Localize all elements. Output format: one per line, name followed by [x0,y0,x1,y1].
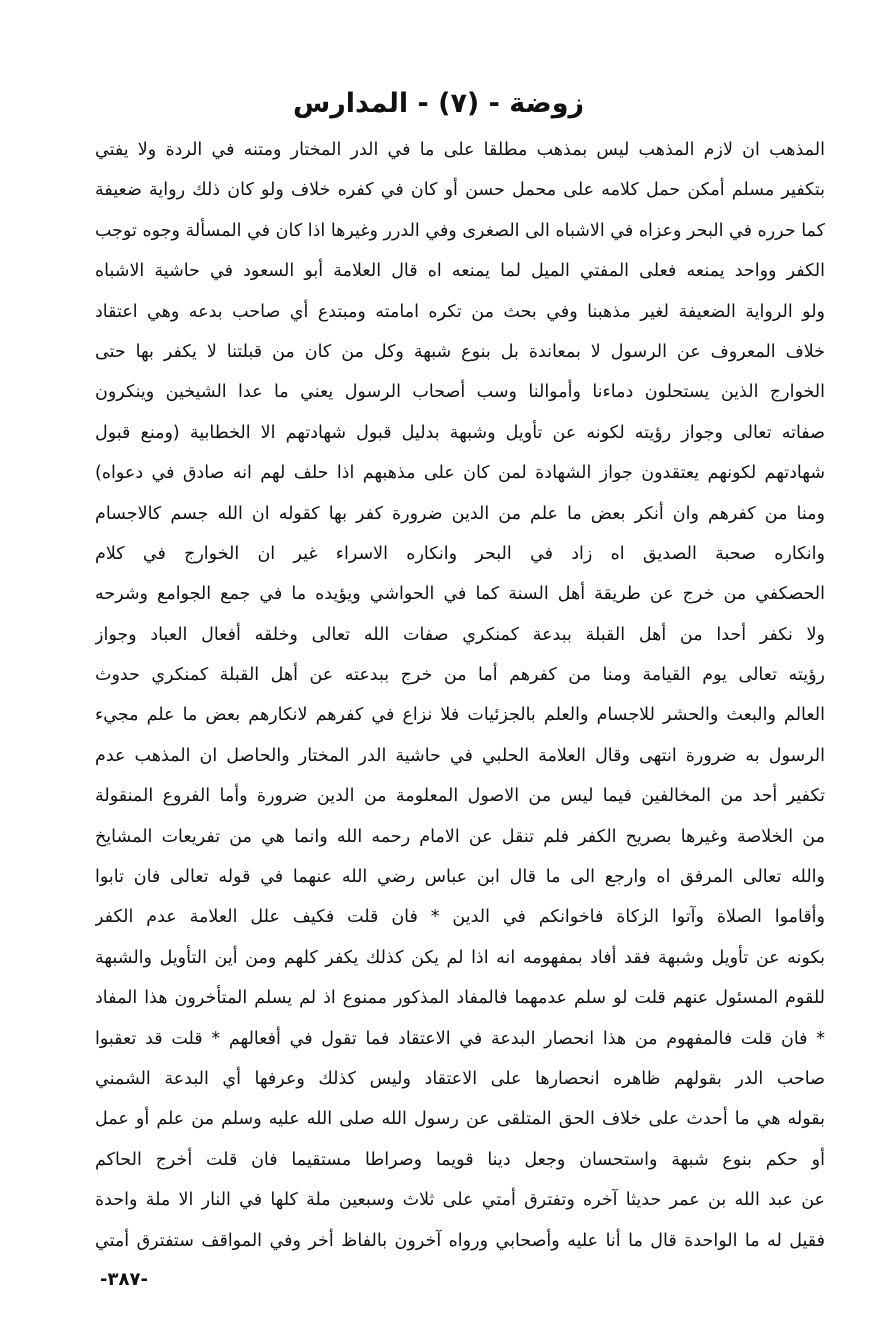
text-line: رؤيته تعالى يوم القيامة ومنا من كفرهم أما من خرج ببدعته عن أهل القبلة كمنكري حدوث [95,665,825,686]
page-title: زوضة - (٧) - المدارس [292,88,585,119]
text-line: وأقاموا الصلاة وآتوا الزكاة فاخوانكم في الدين * فان قلت فكيف علل العلامة عدم الكفر [95,907,825,928]
text-line: كما حرره في البحر وعزاه في الاشباه الى الصغرى وفي الدرر وغيرها اذا كان في المسألة وجوه توجب [95,220,825,241]
text-line: * فان قلت فالمفهوم من هذا انحصار البدعة في الاعتقاد فما تقول في أفعالهم * قلت قد تعقبوا [95,1028,825,1049]
text-line: تكفير أحد من المخالفين فيما ليس من الاصول المعلومة من الدين ضرورة وأما الفروع المنقولة [95,786,825,807]
text-line: ولا نكفر أحدا من أهل القبلة ببدعة كمنكري صفات الله تعالى وخلقه أفعال العباد وجواز [95,624,825,645]
text-line: المذهب ان لازم المذهب ليس بمذهب مطلقا على ما في الدر المختار ومتنه في الردة ولا يفتي [95,140,825,160]
body-text [95,130,825,1261]
text-line: أو حكم بنوع شبهة واستحسان وجعل دينا قويما وصراطا مستقيما فان قلت أخرج الحاكم [95,1149,825,1170]
text-line: عن عبد الله بن عمر حديثا آخره وتفترق أمتي على ثلاث وسبعين ملة كلها في النار الا ملة واحدة [95,1190,825,1211]
text-line: بقوله هي ما أحدث على خلاف الحق المتلقى عن رسول الله صلى الله عليه وسلم من علم أو عمل [95,1109,825,1130]
text-line: الكفر وواحد يمنعه فعلى المفتي الميل لما يمنعه اه قال العلامة أبو السعود في حاشية الاشباه [95,261,825,282]
text-line: والله تعالى المرفق اه وارجع الى ما قال ابن عباس رضي الله عنهما في قوله تعالى فان تابوا [95,867,825,888]
text-line: للقوم المسئول عنهم قلت لو سلم عدمهما فالمفاد المذكور ممنوع اذ لم يسلم المتأخرون هذا المفاد [95,988,825,1009]
text-line: شهادتهم لكونهم يعتقدون جواز الشهادة لمن كان على مذهبهم اذا حلف لهم انه صادق في دعواه) [95,463,825,484]
text-line: صفاته تعالى وجواز رؤيته لكونه عن تأويل وشبهة بدليل قبول شهادتهم الا الخطابية (ومنع قبول [95,422,825,443]
text-line: فقيل له ما الواحدة قال ما أنا عليه وأصحابي ورواه آخرون بالفاظ أخر وفي المواقف ستفترق أمتي [95,1230,825,1251]
text-line: بتكفير مسلم أمكن حمل كلامه على محمل حسن أو كان في كفره خلاف ولو كان ذلك رواية ضعيفة [95,180,825,201]
page-number: -٣٨٧- [100,1269,148,1290]
text-line: الرسول به ضرورة انتهى وقال العلامة الحلبي في حاشية الدر المختار والحاصل ان المذهب عدم [95,745,825,766]
text-line: وانكاره صحبة الصديق اه زاد في البحر وانكاره الاسراء غير ان الخوارج في كلام [95,543,825,564]
text-line: صاحب الدر بقولهم ظاهره انحصارها على الاعتقاد وليس كذلك وعرفها أي البدعة الشمني [95,1068,825,1089]
text-line: العالم والبعث والحشر للاجسام والعلم بالجزئيات فلا نزاع في كفرهم لانكارهم بعض ما علم مجيء [95,705,825,726]
text-line: بكونه عن تأويل وشبهة فقد أفاد بمفهومه انه اذا لم يكن كذلك يكفر كلهم ومن أين التأويل والشبهة [95,947,825,968]
text-line: ومنا من كفرهم وان أنكر بعض ما علم من الدين ضرورة كفر بها كقوله ان الله جسم كالاجسام [95,503,825,524]
text-line: خلاف المعروف عن الرسول لا بمعاندة بل بنوع شبهة وكل من كان من قبلتنا لا يكفر بها حتى [95,341,825,362]
text-line: الحصكفي من خرج عن طريقة أهل السنة كما في الحواشي ويؤيده ما في جمع الجوامع وشرحه [95,584,825,605]
text-line: من الخلاصة وغيرها بصريح الكفر فلم تنقل عن الامام رحمه الله وانما هي من تفريعات المشايخ [95,826,825,847]
text-line: ولو الرواية الضعيفة لغير مذهبنا وفي بحث من تكره امامته ومبتدع أي صاحب بدعه وهي اعتقاد [95,301,825,322]
text-line: الخوارج الذين يستحلون دماءنا وأموالنا وسب أصحاب الرسول يعني ما عدا الشيخين وينكرون [95,382,825,403]
